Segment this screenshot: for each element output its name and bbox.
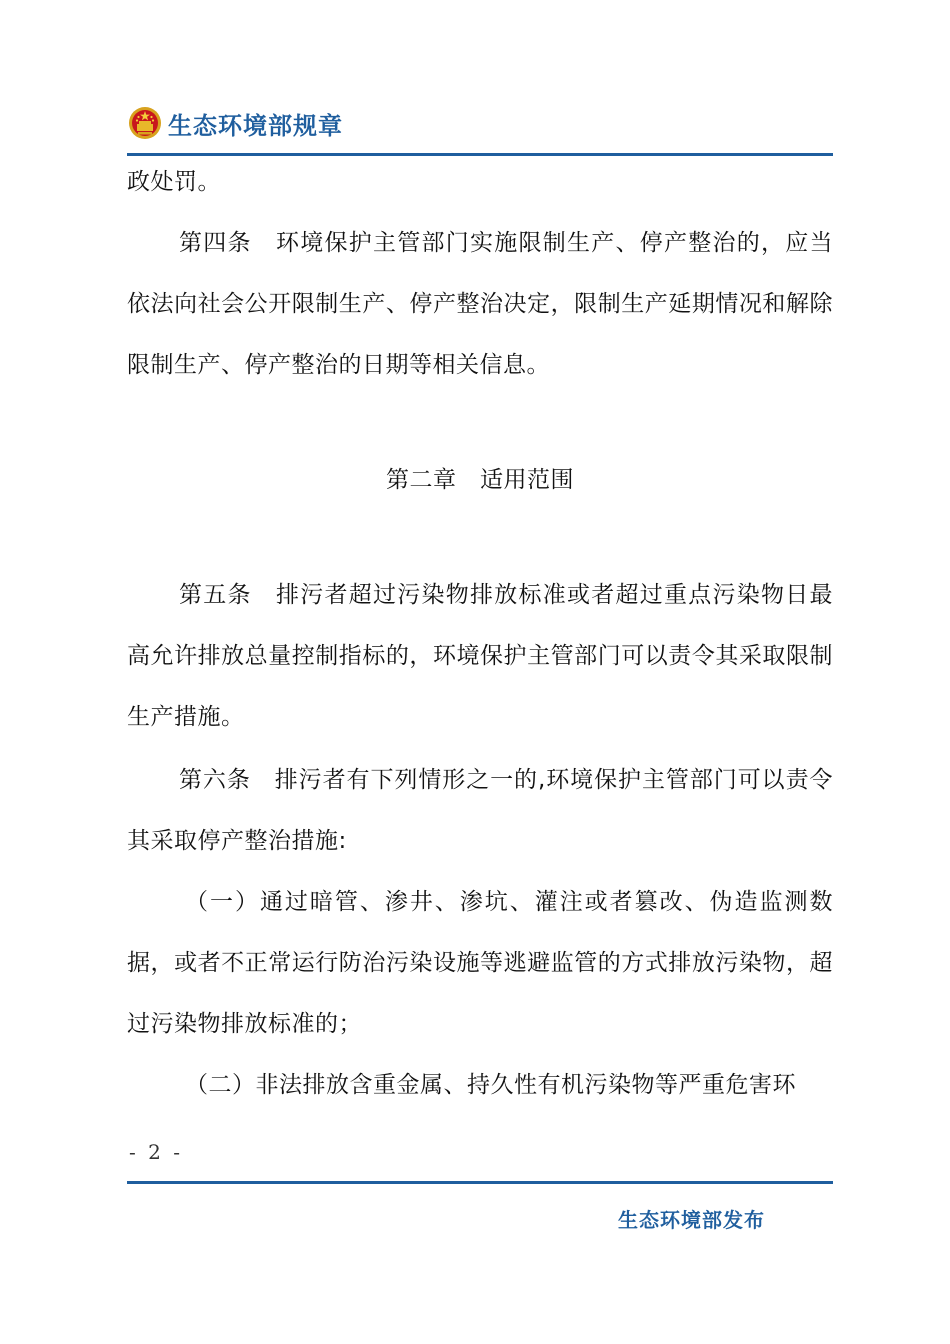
- article-5: 第五条 排污者超过污染物排放标准或者超过重点污染物日最高允许排放总量控制指标的，环境保护主管部门可以责令其采取限制生产措施。: [127, 582, 833, 730]
- footer-divider: [127, 1181, 833, 1184]
- paragraph-continuation: 政处罚。: [127, 169, 221, 195]
- page-number: - 2 -: [129, 1140, 183, 1164]
- document-header: [128, 98, 343, 148]
- header-title: 生态环境部规章: [168, 111, 343, 140]
- footer-publisher: 生态环境部发布: [618, 1208, 765, 1232]
- article-6-item-1: （一）通过暗管、渗井、渗坑、灌注或者篡改、伪造监测数据，或者不正常运行防治污染设施等逃避监管的方式排放污染物，超过污染物排放标准的；: [127, 889, 833, 1037]
- article-6: 第六条 排污者有下列情形之一的,环境保护主管部门可以责令其采取停产整治措施:: [127, 767, 833, 854]
- article-4: 第四条 环境保护主管部门实施限制生产、停产整治的，应当依法向社会公开限制生产、停产整治决定，限制生产延期情况和解除限制生产、停产整治的日期等相关信息。: [127, 230, 833, 378]
- chapter-heading: 第二章 适用范围: [386, 467, 574, 493]
- article-6-item-2: （二）非法排放含重金属、持久性有机污染物等严重危害环: [185, 1072, 796, 1098]
- national-emblem-icon: [128, 106, 162, 140]
